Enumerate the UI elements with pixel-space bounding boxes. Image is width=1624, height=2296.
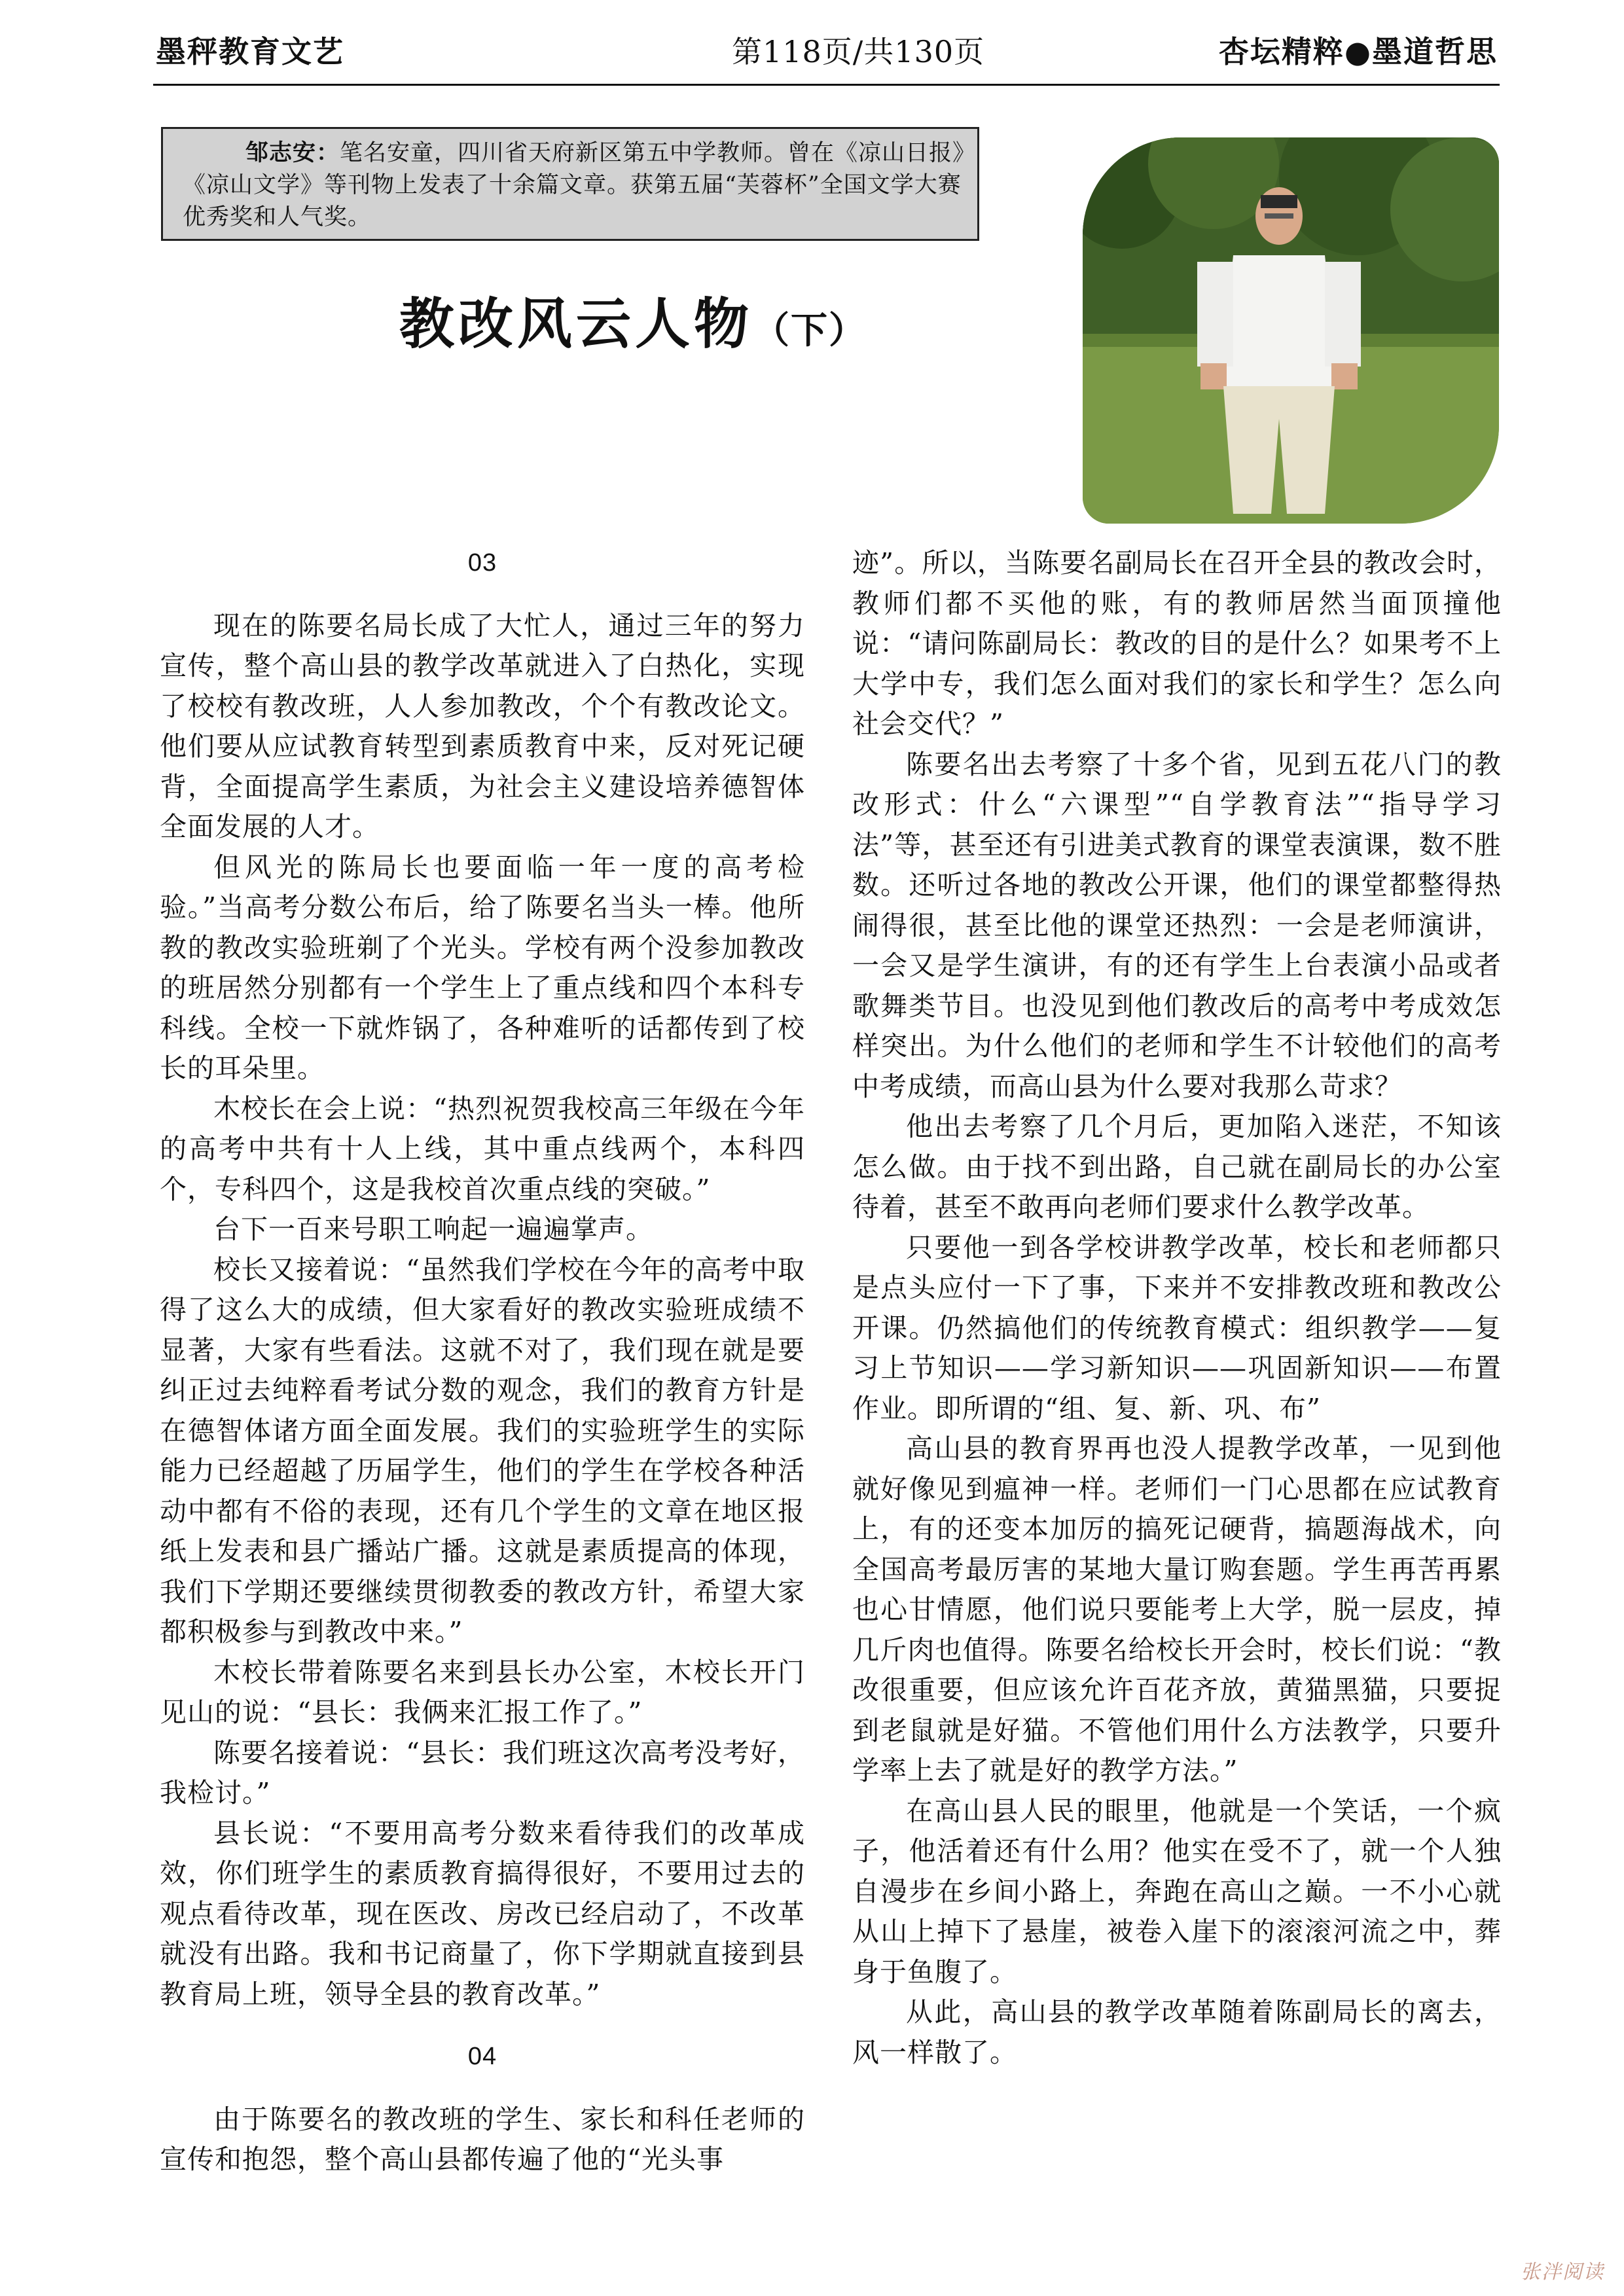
header-divider	[153, 84, 1500, 86]
author-photo	[1083, 137, 1499, 524]
paragraph: 陈要名出去考察了十多个省，见到五花八门的教改形式：什么“六课型”“自学教育法”“指导学习法”等，甚至还有引进美式教育的课堂表演课，数不胜数。还听过各地的教改公开课，他们的课堂都整得热闹得很，甚至比他的课堂还热烈：一会是老师演讲，一会又是学生演讲，有的还有学生上台表演小品或者歌舞类节目。也没见到他们教改后的高考中考成效怎样突出。为什么他们的老师和学生不计较他们的高考中考成绩，而高山县为什么要对我那么苛求？	[852, 748, 1502, 1102]
paragraph: 从此，高山县的教学改革随着陈副局长的离去，风一样散了。	[852, 1996, 1502, 2068]
paragraph: 但风光的陈局长也要面临一年一度的高考检验。”当高考分数公布后，给了陈要名当头一棒。他所教的教改实验班剃了个光头。学校有两个没参加教改的班居然分别都有一个学生上了重点线和四个本科专科线。全校一下就炸锅了，各种难听的话都传到了校长的耳朵里。	[160, 851, 805, 1084]
paragraph: 在高山县人民的眼里，他就是一个笑话，一个疯子，他活着还有什么用？他实在受不了，就一个人独自漫步在乡间小路上，奔跑在高山之巅。一不小心就从山上掉下了悬崖，被卷入崖下的滚滚河流之中，葬身于鱼腹了。	[852, 1795, 1502, 1988]
paragraph: 只要他一到各学校讲教学改革，校长和老师都只是点头应付一下了事，下来并不安排教改班和教改公开课。仍然搞他们的传统教育模式：组织教学——复习上节知识——学习新知识——巩固新知识——布置作业。即所谓的“组、复、新、巩、布”	[852, 1231, 1502, 1424]
paragraph: 陈要名接着说：“县长：我们班这次高考没考好，我检讨。”	[160, 1736, 805, 1808]
paragraph: 由于陈要名的教改班的学生、家长和科任老师的宣传和抱怨，整个高山县都传遍了他的“光头事	[160, 2103, 805, 2175]
author-name: 邹志安：	[245, 139, 340, 166]
section-number-03: 03	[467, 549, 497, 577]
article-title-part: （下）	[753, 309, 867, 352]
right-column	[852, 543, 1502, 2073]
author-bio-text: 笔名安童，四川省天府新区第五中学教师。曾在《凉山日报》《凉山文学》等刊物上发表了十余篇文章。获第五届“芙蓉杯”全国文学大赛优秀奖和人气奖。	[183, 140, 965, 230]
paragraph: 高山县的教育界再也没人提教学改革，一见到他就好像见到瘟神一样。老师们一门心思都在应试教育上，有的还变本加厉的搞死记硬背，搞题海战术，向全国高考最厉害的某地大量订购套题。学生再苦再累也心甘情愿，他们说只要能考上大学，脱一层皮，掉几斤肉也值得。陈要名给校长开会时，校长们说：“教改很重要，但应该允许百花齐放，黄猫黑猫，只要捉到老鼠就是好猫。不管他们用什么方法教学，只要升学率上去了就是好的教学方法。”	[852, 1433, 1502, 1786]
watermark: 张泮阅读	[1521, 2261, 1604, 2284]
paragraph: 木校长在会上说：“热烈祝贺我校高三年级在今年的高考中共有十人上线，其中重点线两个，本科四个，专科四个，这是我校首次重点线的突破。”	[160, 1092, 805, 1205]
section-number-04: 04	[467, 2043, 497, 2070]
article-title	[399, 288, 867, 367]
author-bio-box	[161, 127, 979, 241]
page-number: 第118页/共130页	[732, 34, 985, 69]
paragraph: 他出去考察了几个月后，更加陷入迷茫，不知该怎么做。由于找不到出路，自己就在副局长的办公室待着，甚至不敢再向老师们要求什么教学改革。	[852, 1111, 1502, 1223]
paragraph-continuation: 迹”。所以，当陈要名副局长在召开全县的教改会时，教师们都不买他的账，有的教师居然当面顶撞他说：“请问陈副局长：教改的目的是什么？如果考不上大学中专，我们怎么面对我们的家长和学生？怎么向社会交代？”	[852, 547, 1502, 740]
paragraph: 县长说：“不要用高考分数来看待我们的改革成效，你们班学生的素质教育搞得很好，不要用过去的观点看待改革，现在医改、房改已经启动了，不改革就没有出路。我和书记商量了，你下学期就直接到县教育局上班，领导全县的教育改革。”	[160, 1817, 805, 2010]
author-photo-icon	[1083, 137, 1499, 524]
magazine-name: 墨秤教育文艺	[156, 34, 344, 69]
paragraph: 校长又接着说：“虽然我们学校在今年的高考中取得了这么大的成绩，但大家看好的教改实验班成绩不显著，大家有些看法。这就不对了，我们现在就是要纠正过去纯粹看考试分数的观念，我们的教育方针是在德智体诸方面全面发展。我们的实验班学生的实际能力已经超越了历届学生，他们的学生在学校各种活动中都有不俗的表现，还有几个学生的文章在地区报纸上发表和县广播站广播。这就是素质提高的体现，我们下学期还要继续贯彻教委的教改方针，希望大家都积极参与到教改中来。”	[160, 1253, 805, 1647]
section-name: 杏坛精粹●墨道哲思	[1218, 34, 1498, 69]
paragraph: 现在的陈要名局长成了大忙人，通过三年的努力宣传，整个高山县的教学改革就进入了白热化，实现了校校有教改班，人人参加教改，个个有教改论文。他们要从应试教育转型到素质教育中来，反对死记硬背，全面提高学生素质，为社会主义建设培养德智体全面发展的人才。	[160, 609, 805, 842]
paragraph: 木校长带着陈要名来到县长办公室，木校长开门见山的说：“县长：我俩来汇报工作了。”	[160, 1656, 805, 1728]
left-column	[160, 543, 805, 2180]
paragraph: 台下一百来号职工响起一遍遍掌声。	[213, 1213, 653, 1245]
article-title-main: 教改风云人物	[399, 291, 753, 356]
